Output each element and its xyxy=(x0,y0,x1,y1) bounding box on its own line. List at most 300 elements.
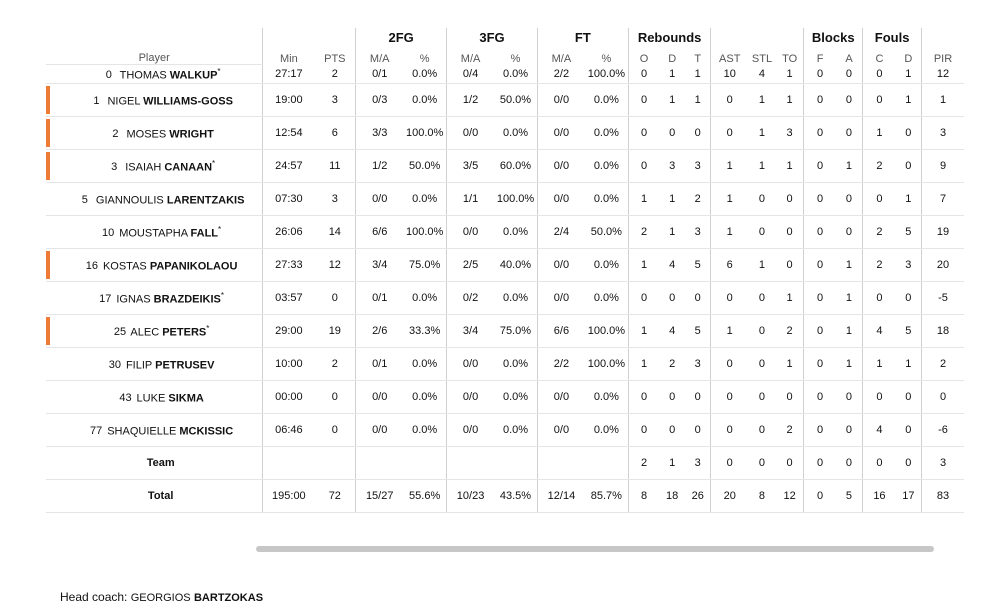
stat-2fg-pct: 0.0% xyxy=(403,65,446,84)
stat-blk-f: 0 xyxy=(804,315,836,348)
stat-blk-a: 1 xyxy=(836,348,863,381)
stat-pir: 0 xyxy=(922,381,964,414)
stat-blk-f: 0 xyxy=(804,480,836,513)
stat-3fg-ma xyxy=(447,447,494,480)
stat-ft-ma: 0/0 xyxy=(537,249,584,282)
column-header-pir: PIR xyxy=(922,46,964,65)
column-header-fouls-d: D xyxy=(904,52,913,65)
column-header-fouls-c: C xyxy=(863,46,896,65)
stat-pir: -6 xyxy=(922,414,964,447)
stat-fouls-c: 2 xyxy=(863,249,896,282)
stat-ast: 0 xyxy=(711,348,748,381)
stat-blk-f: 0 xyxy=(804,348,836,381)
player-last-name: PAPANIKOLAOU xyxy=(149,260,238,273)
stat-to: 2 xyxy=(776,414,804,447)
stat-pts: 14 xyxy=(314,216,355,249)
stat-ft-pct: 85.7% xyxy=(585,480,628,513)
stat-stl: 0 xyxy=(748,183,776,216)
group-header-2fg: 2FG xyxy=(356,28,447,46)
stat-stl: 0 xyxy=(748,348,776,381)
stat-blk-a: 1 xyxy=(836,150,863,183)
stat-stl: 0 xyxy=(748,381,776,414)
stat-ft-ma: 0/0 xyxy=(537,282,584,315)
stat-min: 06:46 xyxy=(263,414,315,447)
empty-header xyxy=(46,28,263,46)
stat-reb-d: 0 xyxy=(659,282,685,315)
stat-fouls-d: 0 xyxy=(896,282,922,315)
player-first-name: IGNAS xyxy=(116,293,151,306)
column-header-reb-d: D xyxy=(668,52,677,65)
stat-fouls-c: 4 xyxy=(863,315,896,348)
player-row xyxy=(46,348,964,381)
stat-reb-d: 4 xyxy=(659,315,685,348)
player-last-name: WALKUP xyxy=(169,69,218,82)
player-number: 0 xyxy=(105,69,112,82)
stat-min: 24:57 xyxy=(263,150,315,183)
stat-3fg-pct: 0.0% xyxy=(494,216,537,249)
stat-ft-pct xyxy=(585,447,628,480)
stat-2fg-pct: 75.0% xyxy=(403,249,446,282)
player-number: 2 xyxy=(112,128,119,141)
stat-to: 12 xyxy=(776,480,804,513)
stat-3fg-pct: 0.0% xyxy=(494,282,537,315)
player-row xyxy=(46,65,964,84)
stat-reb-o: 1 xyxy=(628,348,659,381)
stat-pts: 0 xyxy=(314,381,355,414)
stat-reb-t: 5 xyxy=(685,315,711,348)
stat-reb-d: 1 xyxy=(659,84,685,117)
stat-2fg-pct: 0.0% xyxy=(403,183,446,216)
stat-reb-t: 0 xyxy=(685,414,711,447)
stat-ft-ma xyxy=(537,447,584,480)
player-last-name: BRAZDEIKIS xyxy=(153,293,221,306)
stat-2fg-pct: 50.0% xyxy=(403,150,446,183)
empty-header xyxy=(314,28,355,46)
stat-ast: 0 xyxy=(711,414,748,447)
stat-min: 00:00 xyxy=(263,381,315,414)
stat-blk-f: 0 xyxy=(804,150,836,183)
stat-ft-ma: 2/4 xyxy=(537,216,584,249)
stat-stl: 0 xyxy=(748,216,776,249)
stat-3fg-pct xyxy=(494,447,537,480)
stat-reb-t: 1 xyxy=(685,84,711,117)
stat-pir: 12 xyxy=(922,65,964,84)
stat-3fg-ma: 3/5 xyxy=(447,150,494,183)
player-last-name: MCKISSIC xyxy=(179,425,234,438)
stat-stl: 0 xyxy=(748,447,776,480)
player-row xyxy=(46,282,964,315)
stat-pir: 19 xyxy=(922,216,964,249)
stat-fouls-c: 4 xyxy=(863,414,896,447)
stat-2fg-pct: 100.0% xyxy=(403,216,446,249)
team-row xyxy=(46,447,964,480)
stat-blk-f: 0 xyxy=(804,65,836,84)
player-number: 25 xyxy=(113,326,127,339)
stat-blk-a: 0 xyxy=(836,381,863,414)
stat-reb-o: 1 xyxy=(628,183,659,216)
stat-pir: 20 xyxy=(922,249,964,282)
horizontal-scrollbar[interactable] xyxy=(256,546,934,552)
stat-fouls-c: 0 xyxy=(863,183,896,216)
stat-fouls-c: 1 xyxy=(863,117,896,150)
stat-fouls-c: 2 xyxy=(863,150,896,183)
stat-2fg-pct: 55.6% xyxy=(403,480,446,513)
column-header-pts: PTS xyxy=(324,52,346,65)
stat-fouls-d: 5 xyxy=(896,216,922,249)
player-first-name: ISAIAH xyxy=(125,161,162,174)
stat-reb-o: 0 xyxy=(628,117,659,150)
stat-blk-f: 0 xyxy=(804,183,836,216)
stat-blk-f: 0 xyxy=(804,381,836,414)
group-header-ft: FT xyxy=(537,28,628,46)
stat-3fg-pct: 0.0% xyxy=(494,65,537,84)
player-last-name: WILLIAMS-GOSS xyxy=(143,95,233,108)
player-number: 77 xyxy=(90,425,103,438)
stat-fouls-c: 16 xyxy=(863,480,896,513)
stat-pir: 18 xyxy=(922,315,964,348)
player-cell[interactable] xyxy=(46,348,263,381)
stat-3fg-pct: 60.0% xyxy=(494,150,537,183)
stat-ft-ma: 2/2 xyxy=(537,348,584,381)
player-row xyxy=(46,150,964,183)
column-header-stl: STL xyxy=(751,52,773,65)
stat-2fg-ma: 0/0 xyxy=(356,414,403,447)
stat-2fg-ma: 0/0 xyxy=(356,183,403,216)
player-first-name: THOMAS xyxy=(119,69,167,82)
player-number: 17 xyxy=(99,293,112,306)
stat-2fg-pct xyxy=(403,447,446,480)
player-cell[interactable] xyxy=(46,84,263,117)
column-header-reb-t: T xyxy=(694,52,702,65)
stat-2fg-ma: 1/2 xyxy=(356,150,403,183)
stat-stl: 1 xyxy=(748,150,776,183)
player-cell[interactable] xyxy=(46,315,263,348)
player-last-name: CANAAN xyxy=(164,161,213,174)
player-number: 1 xyxy=(93,95,100,108)
stat-3fg-pct: 0.0% xyxy=(494,381,537,414)
head-coach-first-name: GEORGIOS xyxy=(130,592,191,604)
player-cell[interactable] xyxy=(46,381,263,414)
stat-pts: 6 xyxy=(314,117,355,150)
stat-reb-t: 3 xyxy=(685,348,711,381)
stat-blk-a: 5 xyxy=(836,480,863,513)
stat-pts: 11 xyxy=(314,150,355,183)
stat-3fg-ma: 0/0 xyxy=(447,414,494,447)
stat-ft-ma: 0/0 xyxy=(537,150,584,183)
stat-blk-a: 0 xyxy=(836,216,863,249)
stat-reb-o: 1 xyxy=(628,315,659,348)
stat-to: 0 xyxy=(776,447,804,480)
stat-blk-f: 0 xyxy=(804,117,836,150)
stat-stl: 0 xyxy=(748,315,776,348)
stat-3fg-pct: 0.0% xyxy=(494,117,537,150)
stat-ft-pct: 0.0% xyxy=(585,117,628,150)
player-row xyxy=(46,84,964,117)
stat-min: 29:00 xyxy=(263,315,315,348)
player-row xyxy=(46,117,964,150)
player-first-name: SHAQUIELLE xyxy=(107,425,177,438)
stat-ft-pct: 100.0% xyxy=(585,65,628,84)
stat-min: 27:17 xyxy=(263,65,315,84)
team-row-label xyxy=(46,447,263,480)
player-row xyxy=(46,414,964,447)
stat-ast: 0 xyxy=(711,84,748,117)
player-marker xyxy=(46,86,50,114)
column-header-blk-a: A xyxy=(845,52,853,65)
player-cell[interactable] xyxy=(46,65,263,84)
stat-3fg-ma: 10/23 xyxy=(447,480,494,513)
head-coach xyxy=(60,590,263,604)
stat-blk-a: 0 xyxy=(836,65,863,84)
stat-to: 0 xyxy=(776,183,804,216)
stat-reb-o: 0 xyxy=(628,282,659,315)
stat-3fg-ma: 0/4 xyxy=(447,65,494,84)
stat-fouls-c: 0 xyxy=(863,84,896,117)
player-cell[interactable] xyxy=(46,249,263,282)
stat-reb-o: 8 xyxy=(628,480,659,513)
stat-ft-pct: 0.0% xyxy=(585,183,628,216)
stat-reb-t: 2 xyxy=(685,183,711,216)
player-row xyxy=(46,183,964,216)
stat-ast: 6 xyxy=(711,249,748,282)
stat-reb-o: 2 xyxy=(628,216,659,249)
stat-pts: 2 xyxy=(314,348,355,381)
player-number: 3 xyxy=(111,161,118,174)
column-header-to: TO xyxy=(782,52,798,65)
group-header-3fg: 3FG xyxy=(447,28,538,46)
stat-to: 1 xyxy=(776,84,804,117)
stat-reb-t: 0 xyxy=(685,381,711,414)
stat-blk-a: 1 xyxy=(836,249,863,282)
stat-reb-o: 0 xyxy=(628,414,659,447)
stat-reb-d: 0 xyxy=(659,117,685,150)
stat-2fg-pct: 0.0% xyxy=(403,381,446,414)
stat-2fg-ma: 6/6 xyxy=(356,216,403,249)
player-row xyxy=(46,381,964,414)
player-first-name: KOSTAS xyxy=(102,260,147,273)
empty-header xyxy=(922,28,964,46)
stat-reb-d: 18 xyxy=(659,480,685,513)
stat-fouls-d: 17 xyxy=(896,480,922,513)
stat-stl: 0 xyxy=(748,282,776,315)
total-row xyxy=(46,480,964,513)
stat-fouls-d: 1 xyxy=(896,84,922,117)
starter-mark: * xyxy=(218,224,222,234)
stat-stl: 1 xyxy=(748,84,776,117)
stat-ft-pct: 50.0% xyxy=(585,216,628,249)
stat-min: 03:57 xyxy=(263,282,315,315)
player-first-name: MOUSTAPHA xyxy=(119,227,188,240)
stat-to: 3 xyxy=(776,117,804,150)
player-number: 5 xyxy=(81,194,88,207)
starter-mark: * xyxy=(212,158,216,168)
stat-blk-a: 0 xyxy=(836,447,863,480)
starter-mark: * xyxy=(206,323,210,333)
head-coach-label: Head coach: xyxy=(60,590,128,604)
stat-min: 12:54 xyxy=(263,117,315,150)
stat-ast: 1 xyxy=(711,315,748,348)
stat-min: 27:33 xyxy=(263,249,315,282)
player-marker xyxy=(46,152,50,180)
column-header-2fg-ma: M/A xyxy=(356,46,403,65)
stat-fouls-c: 0 xyxy=(863,447,896,480)
player-last-name: PETERS xyxy=(162,326,207,339)
stat-3fg-ma: 1/2 xyxy=(447,84,494,117)
stat-2fg-pct: 100.0% xyxy=(403,117,446,150)
stat-ft-pct: 100.0% xyxy=(585,348,628,381)
stat-pts: 0 xyxy=(314,414,355,447)
stat-reb-o: 0 xyxy=(628,84,659,117)
stat-3fg-pct: 0.0% xyxy=(494,414,537,447)
stat-pts: 3 xyxy=(314,183,355,216)
head-coach-last-name: BARTZOKAS xyxy=(193,592,264,604)
player-first-name: NIGEL xyxy=(107,95,141,108)
player-cell[interactable] xyxy=(46,414,263,447)
player-row xyxy=(46,216,964,249)
column-header-min: Min xyxy=(263,46,315,65)
stat-3fg-ma: 0/0 xyxy=(447,381,494,414)
stat-fouls-c: 1 xyxy=(863,348,896,381)
column-header-player: Player xyxy=(46,46,263,65)
column-header-ast: AST xyxy=(711,46,748,65)
stat-ft-ma: 6/6 xyxy=(537,315,584,348)
stat-fouls-d: 1 xyxy=(896,348,922,381)
stat-reb-o: 2 xyxy=(628,447,659,480)
stat-to: 0 xyxy=(776,249,804,282)
stat-ast: 0 xyxy=(711,117,748,150)
stat-ast: 0 xyxy=(711,447,748,480)
player-first-name: LUKE xyxy=(136,392,166,405)
player-last-name: WRIGHT xyxy=(169,128,214,141)
stat-3fg-ma: 0/0 xyxy=(447,117,494,150)
stat-2fg-ma: 3/3 xyxy=(356,117,403,150)
stat-ft-ma: 0/0 xyxy=(537,183,584,216)
stat-pir: 1 xyxy=(922,84,964,117)
player-first-name: GIANNOULIS xyxy=(95,194,164,207)
stat-ft-ma: 12/14 xyxy=(537,480,584,513)
stat-ast: 0 xyxy=(711,381,748,414)
column-header-3fg-ma: M/A xyxy=(447,46,494,65)
stat-min: 10:00 xyxy=(263,348,315,381)
stat-blk-a: 1 xyxy=(836,282,863,315)
stat-to: 1 xyxy=(776,348,804,381)
stat-fouls-d: 0 xyxy=(896,117,922,150)
stat-reb-t: 3 xyxy=(685,447,711,480)
stat-fouls-c: 0 xyxy=(863,282,896,315)
total-row-label xyxy=(46,480,263,513)
stat-pts: 19 xyxy=(314,315,355,348)
stat-stl: 0 xyxy=(748,414,776,447)
stat-2fg-ma: 0/1 xyxy=(356,65,403,84)
player-cell[interactable] xyxy=(46,117,263,150)
stat-pir: -5 xyxy=(922,282,964,315)
stat-3fg-pct: 43.5% xyxy=(494,480,537,513)
team-row-label-text: Team xyxy=(146,457,175,469)
starter-mark: * xyxy=(217,66,221,76)
stat-2fg-ma: 15/27 xyxy=(356,480,403,513)
stat-fouls-d: 1 xyxy=(896,183,922,216)
stat-pir: 7 xyxy=(922,183,964,216)
stat-3fg-pct: 0.0% xyxy=(494,348,537,381)
stat-fouls-c: 0 xyxy=(863,381,896,414)
stat-pir: 3 xyxy=(922,447,964,480)
stat-ast: 0 xyxy=(711,282,748,315)
player-cell[interactable] xyxy=(46,216,263,249)
boxscore-body xyxy=(46,65,964,513)
stat-reb-d: 0 xyxy=(659,381,685,414)
player-cell[interactable] xyxy=(46,183,263,216)
stat-min: 19:00 xyxy=(263,84,315,117)
group-header-rebounds: Rebounds xyxy=(628,28,711,46)
stat-ast: 10 xyxy=(711,65,748,84)
stat-blk-a: 1 xyxy=(836,315,863,348)
stat-fouls-d: 0 xyxy=(896,447,922,480)
stat-blk-f: 0 xyxy=(804,216,836,249)
starter-mark: * xyxy=(220,290,225,300)
stat-pir: 3 xyxy=(922,117,964,150)
stat-to: 0 xyxy=(776,216,804,249)
stat-reb-d: 1 xyxy=(659,216,685,249)
player-number: 43 xyxy=(119,392,132,405)
player-number: 16 xyxy=(85,260,99,273)
stat-ft-ma: 2/2 xyxy=(537,65,584,84)
stat-ft-pct: 100.0% xyxy=(585,315,628,348)
stat-reb-o: 0 xyxy=(628,65,659,84)
player-cell[interactable] xyxy=(46,150,263,183)
stat-blk-a: 0 xyxy=(836,183,863,216)
stat-fouls-d: 5 xyxy=(896,315,922,348)
player-row xyxy=(46,249,964,282)
stat-fouls-d: 3 xyxy=(896,249,922,282)
stat-fouls-d: 0 xyxy=(896,150,922,183)
stat-2fg-pct: 33.3% xyxy=(403,315,446,348)
stat-stl: 1 xyxy=(748,249,776,282)
stat-reb-t: 1 xyxy=(685,65,711,84)
stat-reb-d: 1 xyxy=(659,447,685,480)
stat-stl: 4 xyxy=(748,65,776,84)
stat-ast: 1 xyxy=(711,183,748,216)
stat-blk-a: 0 xyxy=(836,117,863,150)
stat-reb-t: 26 xyxy=(685,480,711,513)
stat-2fg-ma: 0/1 xyxy=(356,282,403,315)
stat-3fg-ma: 3/4 xyxy=(447,315,494,348)
stat-ft-pct: 0.0% xyxy=(585,84,628,117)
stat-reb-o: 0 xyxy=(628,381,659,414)
stat-ast: 20 xyxy=(711,480,748,513)
stat-3fg-ma: 2/5 xyxy=(447,249,494,282)
stat-blk-f: 0 xyxy=(804,84,836,117)
stat-stl: 1 xyxy=(748,117,776,150)
total-row-label-text: Total xyxy=(147,490,174,502)
group-header-row xyxy=(46,28,964,46)
stat-3fg-ma: 0/0 xyxy=(447,348,494,381)
player-cell[interactable] xyxy=(46,282,263,315)
stat-3fg-ma: 1/1 xyxy=(447,183,494,216)
stat-min: 195:00 xyxy=(263,480,315,513)
player-last-name: SIKMA xyxy=(168,392,204,405)
stat-blk-f: 0 xyxy=(804,414,836,447)
stat-pts: 72 xyxy=(314,480,355,513)
stat-pir: 2 xyxy=(922,348,964,381)
stat-reb-d: 4 xyxy=(659,249,685,282)
stat-ast: 1 xyxy=(711,216,748,249)
player-first-name: ALEC xyxy=(130,326,160,339)
stat-3fg-ma: 0/0 xyxy=(447,216,494,249)
player-last-name: FALL xyxy=(190,227,219,240)
stat-to: 1 xyxy=(776,65,804,84)
stat-min xyxy=(263,447,315,480)
stat-reb-d: 1 xyxy=(659,183,685,216)
